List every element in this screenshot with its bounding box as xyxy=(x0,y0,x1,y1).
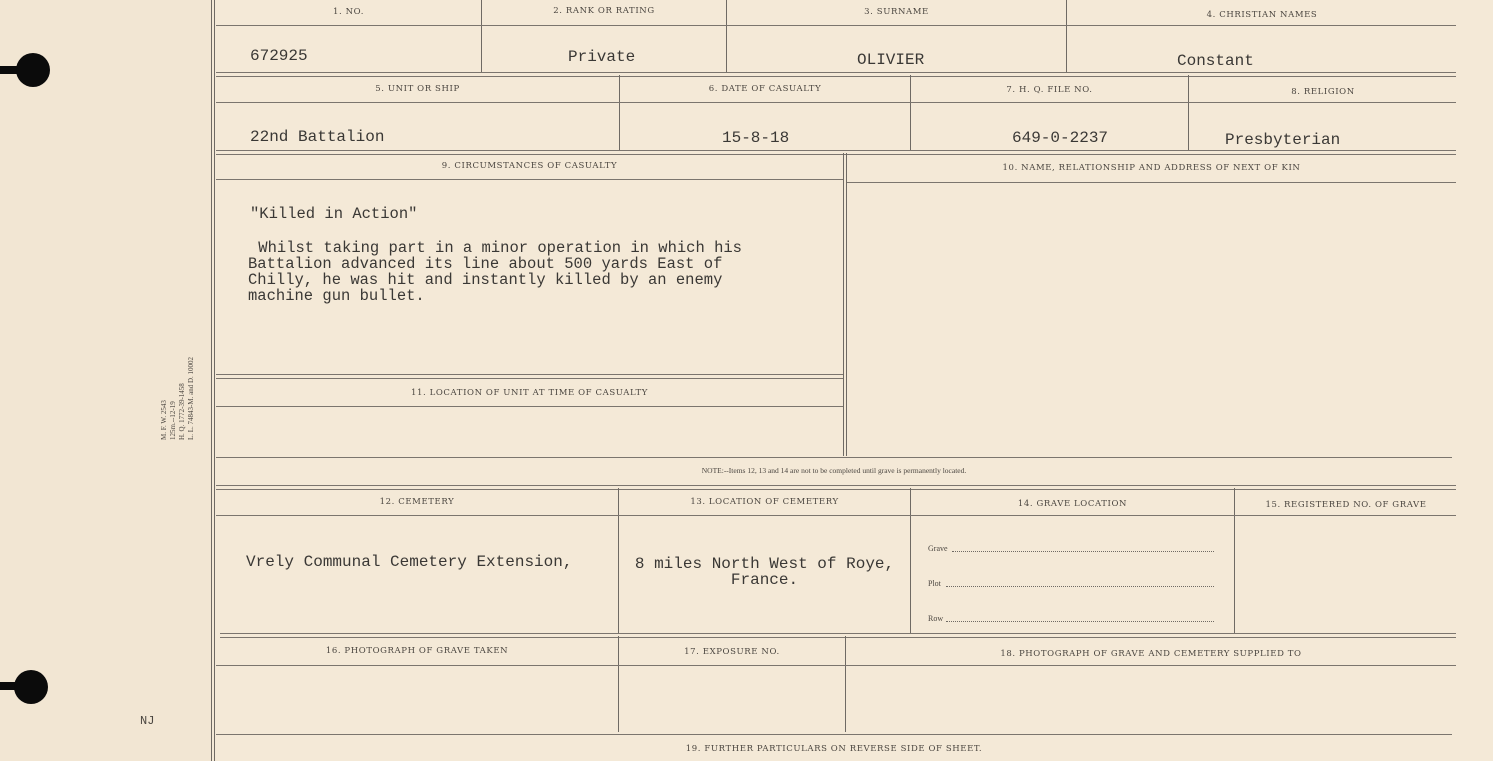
header-no: 1. NO. xyxy=(332,7,365,17)
punch-hole-bottom xyxy=(14,670,48,704)
header-location-of-unit: 11. LOCATION OF UNIT AT TIME OF CASUALTY xyxy=(410,388,649,398)
circumstances-title: "Killed in Action" xyxy=(250,205,418,223)
header-next-of-kin: 10. NAME, RELATIONSHIP AND ADDRESS OF NEXT OF KIN xyxy=(1002,163,1301,173)
rule xyxy=(216,515,1456,516)
divider xyxy=(910,488,911,633)
header-photo-supplied: 18. PHOTOGRAPH OF GRAVE AND CEMETERY SUPPLIED TO xyxy=(1000,649,1302,659)
rule xyxy=(216,485,1456,490)
hq-file-value: 649-0-2237 xyxy=(1012,129,1109,147)
rule xyxy=(216,102,1456,103)
header-christian-names: 4. CHRISTIAN NAMES xyxy=(1206,10,1318,20)
date-value: 15-8-18 xyxy=(722,129,790,147)
row-dotted-line xyxy=(946,621,1214,622)
header-cemetery-location: 13. LOCATION OF CEMETERY xyxy=(690,497,839,507)
christian-names-value: Constant xyxy=(1177,52,1254,70)
rule xyxy=(216,25,1456,26)
header-cemetery: 12. CEMETERY xyxy=(379,497,455,507)
rule xyxy=(216,457,1452,458)
rank-value: Private xyxy=(568,48,636,66)
rule xyxy=(216,734,1452,735)
header-exposure: 17. EXPOSURE NO. xyxy=(684,647,780,657)
cemetery-location-line: 8 miles North West of Roye, xyxy=(634,555,895,573)
surname-value: OLIVIER xyxy=(857,51,925,69)
circumstances-line: Battalion advanced its line about 500 yards East of xyxy=(248,255,723,273)
form-ref-line: L. L. 74843-M. and D. 10002 xyxy=(187,356,195,440)
rule xyxy=(216,72,1456,77)
plot-dotted-line xyxy=(946,586,1214,587)
circumstances-line: Chilly, he was hit and instantly killed by an enemy xyxy=(248,271,723,289)
header-photo-taken: 16. PHOTOGRAPH OF GRAVE TAKEN xyxy=(325,646,509,656)
circumstances-line: machine gun bullet. xyxy=(248,287,425,305)
header-circumstances: 9. CIRCUMSTANCES OF CASUALTY xyxy=(441,161,618,171)
rule xyxy=(216,665,1456,666)
form-ref-line: 125m.--12-19 xyxy=(169,401,177,440)
header-surname: 3. SURNAME xyxy=(864,7,929,17)
plot-label: Plot xyxy=(928,579,941,588)
punch-hole-top xyxy=(16,53,50,87)
header-date: 6. DATE OF CASUALTY xyxy=(708,84,822,94)
header-religion: 8. RELIGION xyxy=(1291,87,1355,97)
divider xyxy=(846,153,847,456)
unit-value: 22nd Battalion xyxy=(250,128,385,146)
grave-label: Grave xyxy=(928,544,948,553)
circumstances-line: Whilst taking part in a minor operation in which his xyxy=(249,239,742,257)
rule xyxy=(220,633,1456,638)
header-unit: 5. UNIT OR SHIP xyxy=(375,84,460,94)
header-hq-file: 7. H. Q. FILE NO. xyxy=(1006,85,1093,95)
service-number: 672925 xyxy=(250,47,308,65)
rule xyxy=(847,182,1456,183)
header-rank: 2. RANK OR RATING xyxy=(553,6,655,16)
form-ref-line: M. F. W. 2543 xyxy=(160,400,168,440)
margin-rule xyxy=(211,0,212,761)
religion-value: Presbyterian xyxy=(1225,131,1341,149)
header-grave-location: 14. GRAVE LOCATION xyxy=(1017,499,1128,509)
rule xyxy=(216,374,843,379)
row-label: Row xyxy=(928,614,944,623)
header-registered-no: 15. REGISTERED NO. OF GRAVE xyxy=(1265,500,1427,510)
form-ref-line: H. Q. 1772-39-1458 xyxy=(178,383,186,440)
margin-rule xyxy=(214,0,215,761)
footer-further-particulars: 19. FURTHER PARTICULARS ON REVERSE SIDE OF SHEET. xyxy=(685,744,983,754)
cemetery-value: Vrely Communal Cemetery Extension, xyxy=(246,553,573,571)
grave-dotted-line xyxy=(952,551,1214,552)
note: NOTE:--Items 12, 13 and 14 are not to be completed until grave is permanently located. xyxy=(701,466,967,475)
rule xyxy=(216,150,1456,155)
cemetery-location-line: France. xyxy=(730,571,799,589)
divider xyxy=(843,153,844,456)
rule xyxy=(216,406,843,407)
rule xyxy=(216,179,843,180)
initials: NJ xyxy=(140,714,155,728)
